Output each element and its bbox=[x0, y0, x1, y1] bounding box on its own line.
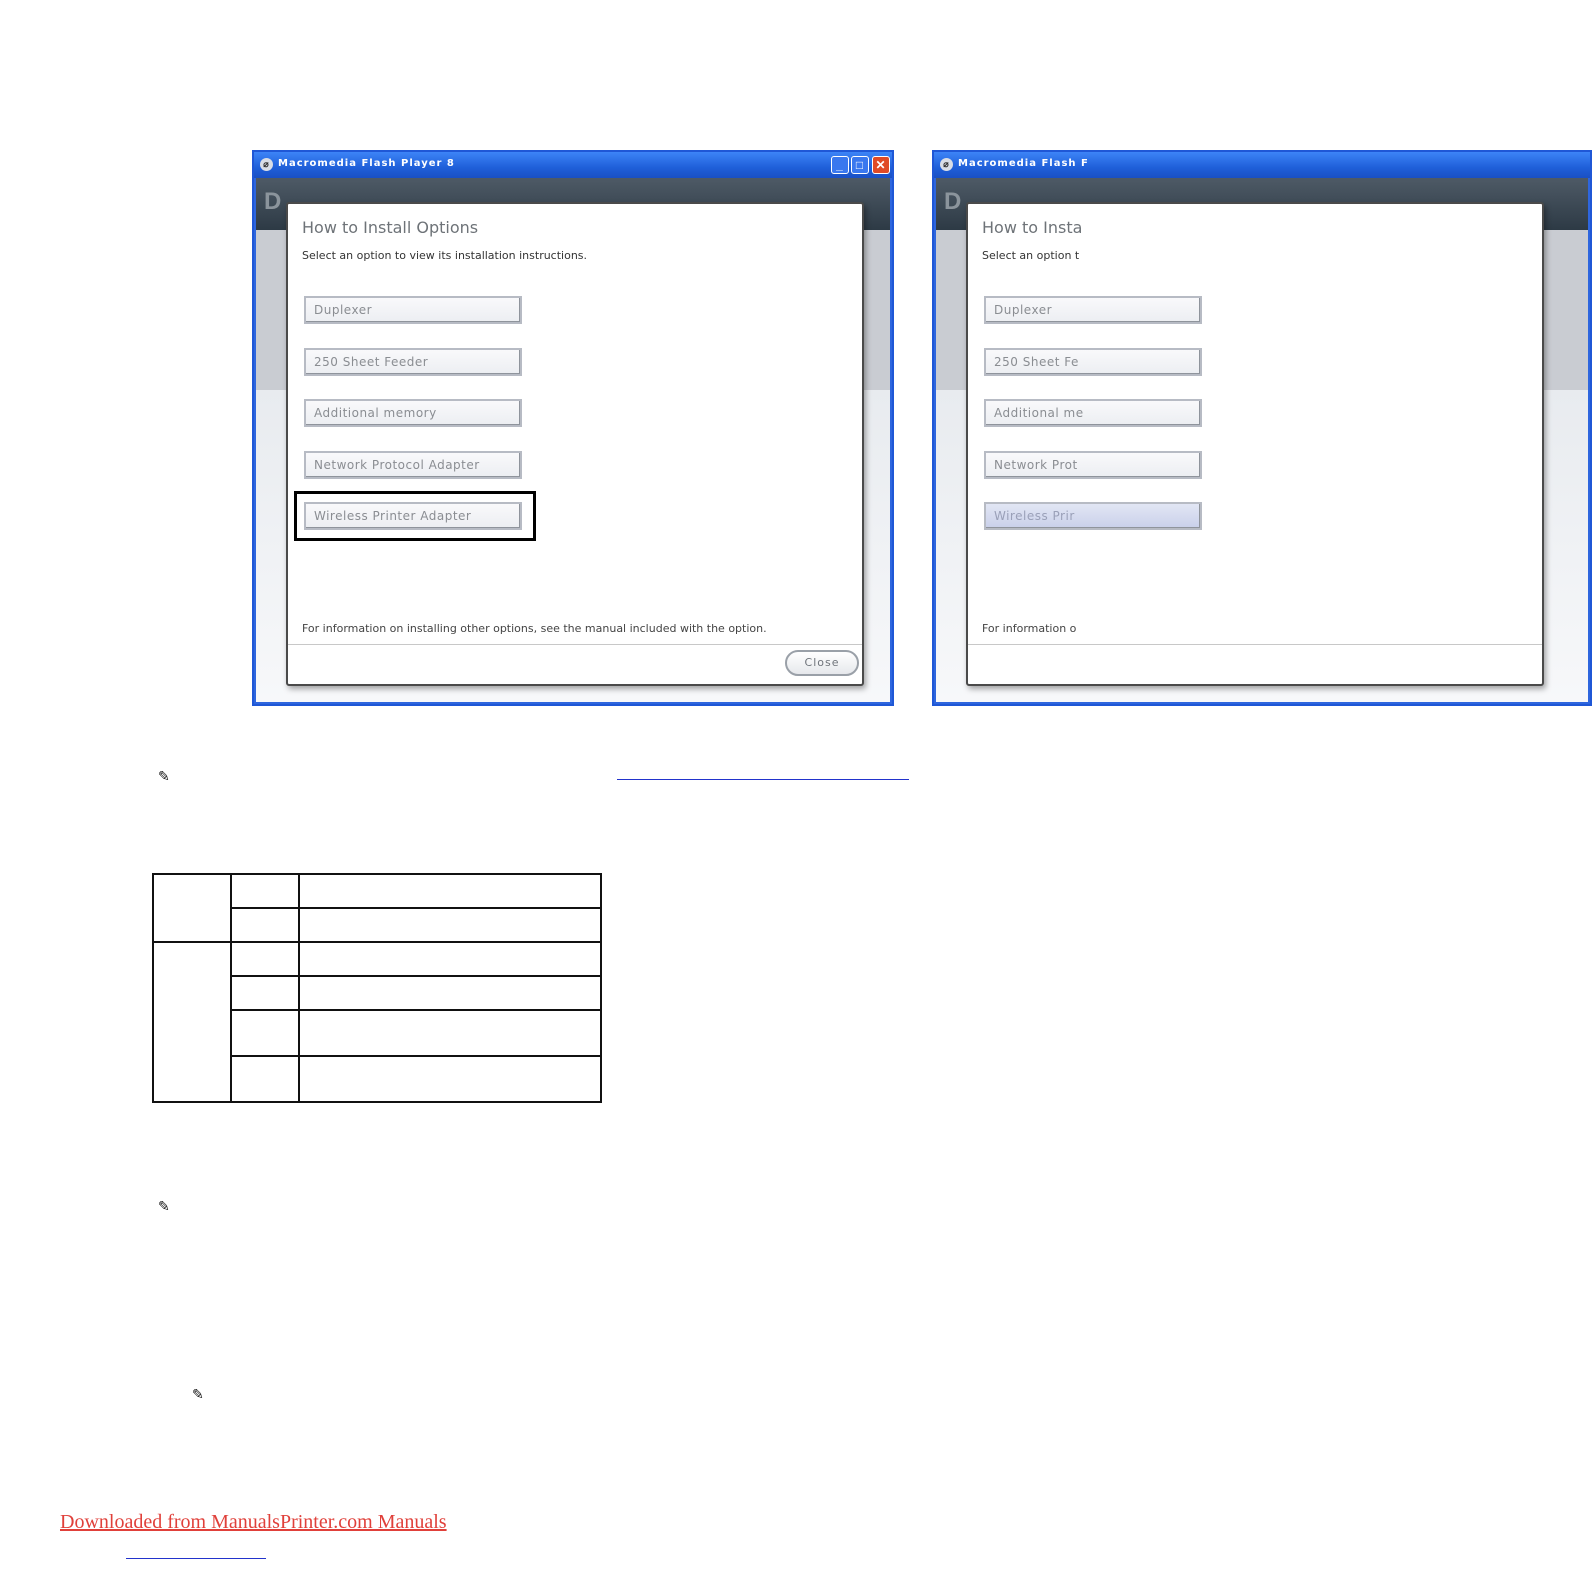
flash-player-window-cropped bbox=[932, 146, 1089, 712]
bottom-hyperlink-underline[interactable] bbox=[126, 1558, 266, 1559]
window-titlebar bbox=[254, 152, 892, 178]
table-cell bbox=[299, 874, 601, 908]
maximize-button[interactable]: □ bbox=[851, 156, 869, 174]
option-additional-memory-button-2[interactable]: Additional me bbox=[984, 399, 1202, 427]
window-client-area bbox=[256, 178, 890, 702]
table-cell bbox=[231, 908, 299, 942]
options-table bbox=[152, 873, 602, 1103]
dialog-title-2: How to Insta bbox=[982, 218, 1083, 237]
table-cell bbox=[299, 1010, 601, 1056]
table-cell bbox=[299, 942, 601, 976]
selection-highlight-box bbox=[294, 491, 536, 541]
window-title: Macromedia Flash Player 8 bbox=[278, 158, 455, 169]
note-pencil-icon: ✎ bbox=[158, 1199, 170, 1215]
table-row bbox=[153, 942, 601, 976]
dialog-subtitle-2: Select an option t bbox=[982, 249, 1080, 262]
option-250-sheet-feeder-button[interactable]: 250 Sheet Feeder bbox=[304, 348, 522, 376]
option-network-protocol-adapter-button-2[interactable]: Network Prot bbox=[984, 451, 1202, 479]
flash-logo-icon: ⌀ bbox=[260, 158, 273, 171]
minimize-button[interactable]: _ bbox=[831, 156, 849, 174]
window-title-2: Macromedia Flash F bbox=[958, 158, 1089, 169]
flash-player-window bbox=[252, 150, 894, 706]
table-cell bbox=[231, 976, 299, 1010]
table-cell bbox=[299, 908, 601, 942]
option-250-sheet-feeder-button-2[interactable]: 250 Sheet Fe bbox=[984, 348, 1202, 376]
table-cell bbox=[153, 874, 231, 942]
brand-logo-icon: D bbox=[264, 188, 282, 215]
flash-player-window-2 bbox=[932, 150, 1592, 706]
dialog-subtitle: Select an option to view its installation instructions. bbox=[302, 249, 588, 262]
table-cell bbox=[231, 874, 299, 908]
dialog-footer-note: For information on installing other options, see the manual included with the option. bbox=[302, 622, 767, 635]
close-window-button[interactable]: ✕ bbox=[872, 156, 890, 174]
install-options-dialog bbox=[286, 202, 864, 686]
table-cell bbox=[231, 942, 299, 976]
window-titlebar-2 bbox=[934, 152, 1590, 178]
dialog-divider bbox=[288, 644, 862, 645]
table-row bbox=[153, 874, 601, 908]
footer-download-link[interactable]: Downloaded from ManualsPrinter.com Manuals bbox=[60, 1511, 447, 1533]
dialog-close-button[interactable]: Close bbox=[785, 650, 859, 676]
table-cell bbox=[299, 976, 601, 1010]
dialog-divider-2 bbox=[968, 644, 1542, 645]
option-network-protocol-adapter-button[interactable]: Network Protocol Adapter bbox=[304, 451, 522, 479]
option-additional-memory-button[interactable]: Additional memory bbox=[304, 399, 522, 427]
option-duplexer-button[interactable]: Duplexer bbox=[304, 296, 522, 324]
flash-logo-icon: ⌀ bbox=[940, 158, 953, 171]
option-duplexer-button-2[interactable]: Duplexer bbox=[984, 296, 1202, 324]
brand-logo-icon: D bbox=[944, 188, 962, 215]
option-wireless-printer-adapter-button[interactable]: Wireless Printer Adapter bbox=[304, 502, 522, 530]
hyperlink-underline[interactable] bbox=[617, 779, 909, 780]
install-options-dialog-2 bbox=[966, 202, 1544, 686]
note-pencil-icon: ✎ bbox=[158, 769, 170, 785]
table-cell bbox=[231, 1056, 299, 1102]
option-wireless-printer-adapter-button-2[interactable]: Wireless Prir bbox=[984, 502, 1202, 530]
window-client-area-2 bbox=[936, 178, 1588, 702]
dialog-title: How to Install Options bbox=[302, 218, 479, 237]
table-cell bbox=[231, 1010, 299, 1056]
table-cell bbox=[153, 942, 231, 1102]
note-pencil-icon: ✎ bbox=[192, 1387, 204, 1403]
dialog-footer-note-2: For information o bbox=[982, 622, 1077, 635]
table-cell bbox=[299, 1056, 601, 1102]
